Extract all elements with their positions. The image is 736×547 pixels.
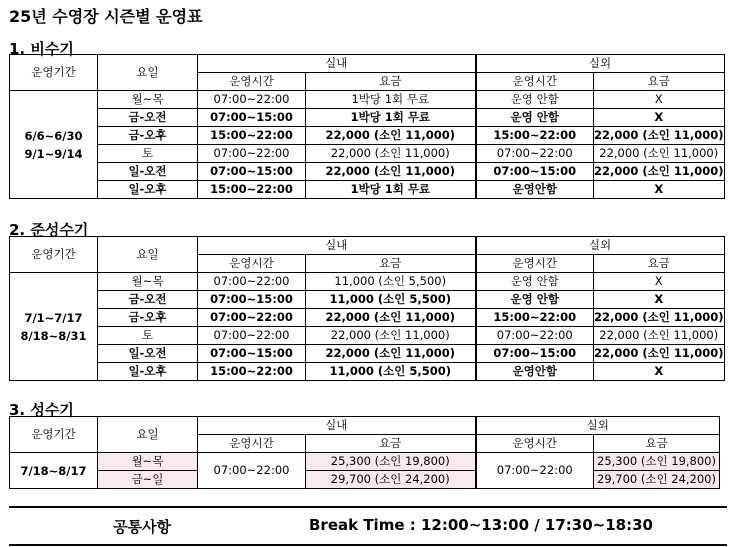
day-cell: 금-오전 (98, 109, 198, 127)
table-row (10, 291, 725, 309)
indoor-hours-cell: 07:00~22:00 (198, 453, 306, 489)
table-row (10, 273, 725, 291)
indoor-hours-cell: 07:00~15:00 (198, 163, 306, 181)
outdoor-fee-cell: 22,000 (소인 11,000) (594, 327, 725, 345)
indoor-fee-cell: 29,700 (소인 24,200) (306, 471, 476, 489)
outdoor-fee-cell: 22,000 (소인 11,000) (594, 127, 725, 145)
header-period: 운영기간 (10, 417, 98, 453)
indoor-fee-cell: 22,000 (소인 11,000) (306, 163, 476, 181)
section-title-peak-season: 3. 성수기 (9, 401, 74, 419)
outdoor-hours-cell: 07:00~22:00 (476, 145, 594, 163)
outdoor-hours-cell: 운영 안함 (476, 273, 594, 291)
outdoor-fee-cell: X (594, 109, 725, 127)
period-range: 8/18~8/31 (20, 328, 87, 343)
header-outdoor-fee: 요금 (594, 435, 720, 453)
indoor-hours-cell: 07:00~15:00 (198, 291, 306, 309)
indoor-fee-cell: 1박당 1회 무료 (306, 91, 476, 109)
outdoor-fee-cell: X (594, 273, 725, 291)
indoor-fee-cell: 22,000 (소인 11,000) (306, 309, 476, 327)
period-range: 7/1~7/17 (24, 310, 83, 325)
outdoor-hours-cell: 07:00~22:00 (476, 453, 594, 489)
day-cell: 월~목 (98, 273, 198, 291)
header-indoor-fee: 요금 (306, 73, 476, 91)
header-outdoor-fee: 요금 (594, 255, 725, 273)
header-outdoor-hours: 운영시간 (476, 255, 594, 273)
indoor-hours-cell: 15:00~22:00 (198, 363, 306, 381)
outdoor-hours-cell: 운영안함 (476, 363, 594, 381)
outdoor-hours-cell: 운영안함 (476, 181, 594, 199)
indoor-fee-cell: 1박당 1회 무료 (306, 181, 476, 199)
header-period: 운영기간 (10, 55, 98, 91)
table-row (10, 327, 725, 345)
day-cell: 금~일 (98, 471, 198, 489)
table-row (10, 181, 725, 199)
break-time: Break Time : 12:00~13:00 / 17:30~18:30 (309, 516, 653, 534)
header-indoor-hours: 운영시간 (198, 73, 306, 91)
outdoor-hours-cell: 운영 안함 (476, 291, 594, 309)
day-cell: 일-오후 (98, 181, 198, 199)
header-indoor-hours: 운영시간 (198, 435, 306, 453)
day-cell: 일-오전 (98, 163, 198, 181)
header-indoor: 실내 (198, 237, 476, 255)
header-indoor-fee: 요금 (306, 255, 476, 273)
outdoor-hours-cell: 15:00~22:00 (476, 309, 594, 327)
indoor-fee-cell: 25,300 (소인 19,800) (306, 453, 476, 471)
table-row (10, 163, 725, 181)
header-outdoor: 실외 (476, 417, 720, 435)
outdoor-fee-cell: 22,000 (소인 11,000) (594, 309, 725, 327)
outdoor-fee-cell: X (594, 291, 725, 309)
header-indoor-fee: 요금 (306, 435, 476, 453)
header-outdoor-hours: 운영시간 (476, 435, 594, 453)
indoor-hours-cell: 15:00~22:00 (198, 127, 306, 145)
table-row (10, 145, 725, 163)
off-season-table (9, 54, 725, 199)
header-outdoor: 실외 (476, 237, 725, 255)
outdoor-fee-cell: 22,000 (소인 11,000) (594, 163, 725, 181)
indoor-fee-cell: 22,000 (소인 11,000) (306, 127, 476, 145)
period-cell (10, 91, 98, 199)
period-cell (10, 453, 98, 489)
header-outdoor-hours: 운영시간 (476, 73, 594, 91)
day-cell: 월~목 (98, 91, 198, 109)
header-day: 요일 (98, 55, 198, 91)
header-day: 요일 (98, 417, 198, 453)
outdoor-hours-cell: 07:00~15:00 (476, 345, 594, 363)
indoor-hours-cell: 15:00~22:00 (198, 181, 306, 199)
period-range: 7/18~8/17 (20, 463, 87, 478)
period-range: 6/6~6/30 (24, 128, 83, 143)
day-cell: 금-오후 (98, 309, 198, 327)
indoor-hours-cell: 07:00~22:00 (198, 91, 306, 109)
outdoor-hours-cell: 15:00~22:00 (476, 127, 594, 145)
header-indoor: 실내 (198, 55, 476, 73)
section-title-shoulder-season: 2. 준성수기 (9, 221, 89, 239)
indoor-fee-cell: 11,000 (소인 5,500) (306, 363, 476, 381)
outdoor-hours-cell: 운영 안함 (476, 109, 594, 127)
outdoor-hours-cell: 07:00~15:00 (476, 163, 594, 181)
indoor-hours-cell: 07:00~15:00 (198, 345, 306, 363)
table-row (10, 91, 725, 109)
day-cell: 일-오전 (98, 345, 198, 363)
day-cell: 토 (98, 145, 198, 163)
page-title: 25년 수영장 시즌별 운영표 (9, 7, 203, 26)
period-cell (10, 273, 98, 381)
table-row (10, 363, 725, 381)
header-day: 요일 (98, 237, 198, 273)
day-cell: 토 (98, 327, 198, 345)
header-period: 운영기간 (10, 237, 98, 273)
day-cell: 일-오후 (98, 363, 198, 381)
outdoor-fee-cell: 22,000 (소인 11,000) (594, 345, 725, 363)
table-row (10, 109, 725, 127)
outdoor-fee-cell: X (594, 363, 725, 381)
indoor-fee-cell: 22,000 (소인 11,000) (306, 145, 476, 163)
outdoor-fee-cell: X (594, 91, 725, 109)
day-cell: 금-오후 (98, 127, 198, 145)
section-title-off-season: 1. 비수기 (9, 40, 74, 58)
outdoor-fee-cell: X (594, 181, 725, 199)
common-notes (9, 506, 727, 546)
header-outdoor-fee: 요금 (594, 73, 725, 91)
period-range: 9/1~9/14 (24, 146, 83, 161)
peak-season-table (9, 416, 720, 489)
common-notes-label: 공통사항 (113, 518, 171, 536)
header-indoor-hours: 운영시간 (198, 255, 306, 273)
indoor-hours-cell: 07:00~22:00 (198, 145, 306, 163)
indoor-fee-cell: 22,000 (소인 11,000) (306, 345, 476, 363)
outdoor-fee-cell: 29,700 (소인 24,200) (594, 471, 720, 489)
day-cell: 금-오전 (98, 291, 198, 309)
header-indoor: 실내 (198, 417, 476, 435)
indoor-fee-cell: 1박당 1회 무료 (306, 109, 476, 127)
indoor-fee-cell: 11,000 (소인 5,500) (306, 273, 476, 291)
table-row (10, 309, 725, 327)
table-row (10, 345, 725, 363)
indoor-fee-cell: 22,000 (소인 11,000) (306, 327, 476, 345)
table-row (10, 127, 725, 145)
outdoor-fee-cell: 25,300 (소인 19,800) (594, 453, 720, 471)
indoor-hours-cell: 07:00~22:00 (198, 273, 306, 291)
indoor-fee-cell: 11,000 (소인 5,500) (306, 291, 476, 309)
indoor-hours-cell: 07:00~22:00 (198, 327, 306, 345)
header-outdoor: 실외 (476, 55, 725, 73)
table-row (10, 471, 720, 489)
outdoor-fee-cell: 22,000 (소인 11,000) (594, 145, 725, 163)
outdoor-hours-cell: 운영 안함 (476, 91, 594, 109)
shoulder-season-table (9, 236, 725, 381)
indoor-hours-cell: 07:00~15:00 (198, 109, 306, 127)
indoor-hours-cell: 07:00~22:00 (198, 309, 306, 327)
day-cell: 월~목 (98, 453, 198, 471)
table-row (10, 453, 720, 471)
outdoor-hours-cell: 07:00~22:00 (476, 327, 594, 345)
